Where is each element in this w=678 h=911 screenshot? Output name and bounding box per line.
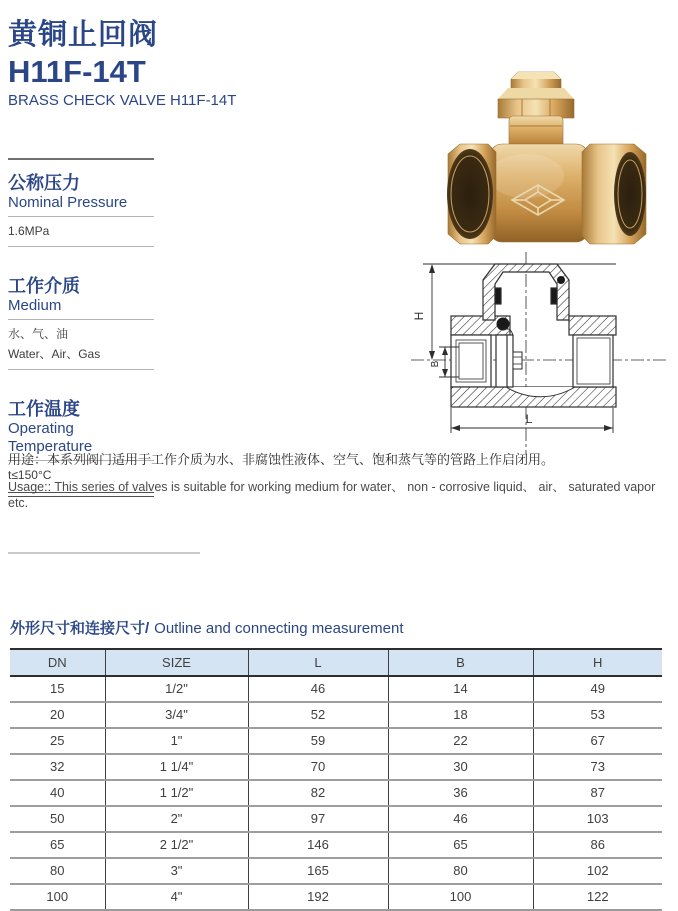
table-cell: 192	[248, 884, 388, 910]
table-cell: 102	[533, 858, 662, 884]
dim-label-h: H	[412, 311, 426, 321]
dimensions-table	[10, 648, 662, 911]
table-cell: 86	[533, 832, 662, 858]
table-cell: 87	[533, 780, 662, 806]
table-cell: 59	[248, 728, 388, 754]
table-row	[10, 754, 662, 780]
product-photo	[438, 58, 666, 246]
table-cell: 46	[248, 676, 388, 702]
table-cell: 4"	[105, 884, 248, 910]
spec-label-cn: 工作介质	[8, 276, 80, 296]
table-cell: 14	[388, 676, 533, 702]
section-top-rule	[8, 158, 154, 160]
table-title-cn: 外形尺寸和连接尺寸/	[10, 620, 150, 637]
table-cell: 15	[50, 681, 65, 696]
usage-note	[8, 451, 674, 511]
table-cell: 165	[248, 858, 388, 884]
column-header: H	[533, 649, 662, 676]
table-cell: 22	[388, 728, 533, 754]
table-cell: 65	[10, 832, 105, 858]
table-cell: 3"	[105, 858, 248, 884]
table-cell: 36	[388, 780, 533, 806]
spec-label-cn: 工作温度	[8, 399, 80, 419]
table-cell: 53	[533, 702, 662, 728]
spec-label-en: Medium	[8, 297, 62, 314]
usage-text-en: Usage:: This series of valves is suitable for working medium for water、 non - corrosive liquid、 air、 saturated vapor etc.	[8, 480, 656, 510]
product-title-en: BRASS CHECK VALVE H11F-14T	[8, 92, 237, 109]
column-header: B	[388, 649, 533, 676]
dimensions-section	[10, 619, 664, 911]
spec-value: 1.6MPa	[8, 224, 50, 238]
table-cell: 100	[10, 884, 105, 910]
table-cell: 103	[533, 806, 662, 832]
table-cell: 50	[10, 806, 105, 832]
technical-drawing	[403, 250, 675, 456]
table-row	[10, 858, 662, 884]
table-cell: 20	[10, 702, 105, 728]
spec-value: Water、Air、Gas	[8, 347, 101, 361]
table-cell: 97	[248, 806, 388, 832]
table-cell: 80	[10, 858, 105, 884]
table-title	[10, 619, 664, 638]
page-header	[8, 18, 236, 110]
table-cell: 3/4"	[105, 702, 248, 728]
product-model: H11F-14T	[8, 54, 146, 89]
table-cell: 30	[388, 754, 533, 780]
brass-valve-image	[438, 58, 666, 246]
table-cell: 100	[388, 884, 533, 910]
spec-sections	[8, 158, 154, 497]
table-cell: 1"	[105, 728, 248, 754]
table-cell: 1 1/2"	[105, 780, 248, 806]
table-cell: 1 1/4"	[105, 754, 248, 780]
table-title-en: Outline and connecting measurement	[154, 620, 404, 637]
table-cell: 2"	[105, 806, 248, 832]
table-cell: 70	[248, 754, 388, 780]
table-row	[10, 884, 662, 910]
dim-label-l: L	[525, 412, 533, 426]
table-cell: 40	[10, 780, 105, 806]
spec-medium	[8, 276, 154, 370]
product-title-cn: 黄铜止回阀	[8, 19, 159, 51]
table-cell: 32	[10, 754, 105, 780]
table-cell: 49	[533, 676, 662, 702]
table-cell: 82	[248, 780, 388, 806]
table-cell: 122	[533, 884, 662, 910]
table-cell: 25	[10, 728, 105, 754]
column-header: SIZE	[105, 649, 248, 676]
table-cell: 65	[388, 832, 533, 858]
column-header: DN	[10, 649, 105, 676]
table-header-row	[10, 649, 662, 676]
spec-nominal-pressure	[8, 173, 154, 247]
spec-value: 水、气、油	[8, 327, 69, 341]
spec-label-cn: 公称压力	[8, 173, 80, 193]
table-cell: 67	[533, 728, 662, 754]
table-body	[10, 676, 662, 910]
table-row	[10, 806, 662, 832]
spec-value: t≤150°C	[8, 468, 52, 482]
table-row	[10, 780, 662, 806]
table-cell: 46	[388, 806, 533, 832]
spec-label-en: Operating Temperature	[8, 420, 93, 455]
table-cell: 73	[533, 754, 662, 780]
table-row	[10, 702, 662, 728]
table-cell: 1/2"	[105, 676, 248, 702]
table-cell: 18	[388, 702, 533, 728]
column-header: L	[248, 649, 388, 676]
section-divider	[8, 552, 200, 554]
dim-label-b: B	[430, 360, 441, 368]
table-cell: 80	[388, 858, 533, 884]
table-row	[10, 832, 662, 858]
valve-cross-section	[403, 250, 675, 456]
table-row	[10, 728, 662, 754]
table-cell: 52	[248, 702, 388, 728]
table-cell: 146	[248, 832, 388, 858]
usage-text-cn: 用途：本系列阀门适用于工作介质为水、非腐蚀性液体、空气、饱和蒸气等的管路上作启闭用。	[8, 452, 555, 467]
spec-label-en: Nominal Pressure	[8, 194, 128, 211]
table-row	[10, 676, 662, 702]
table-cell: 2 1/2"	[105, 832, 248, 858]
